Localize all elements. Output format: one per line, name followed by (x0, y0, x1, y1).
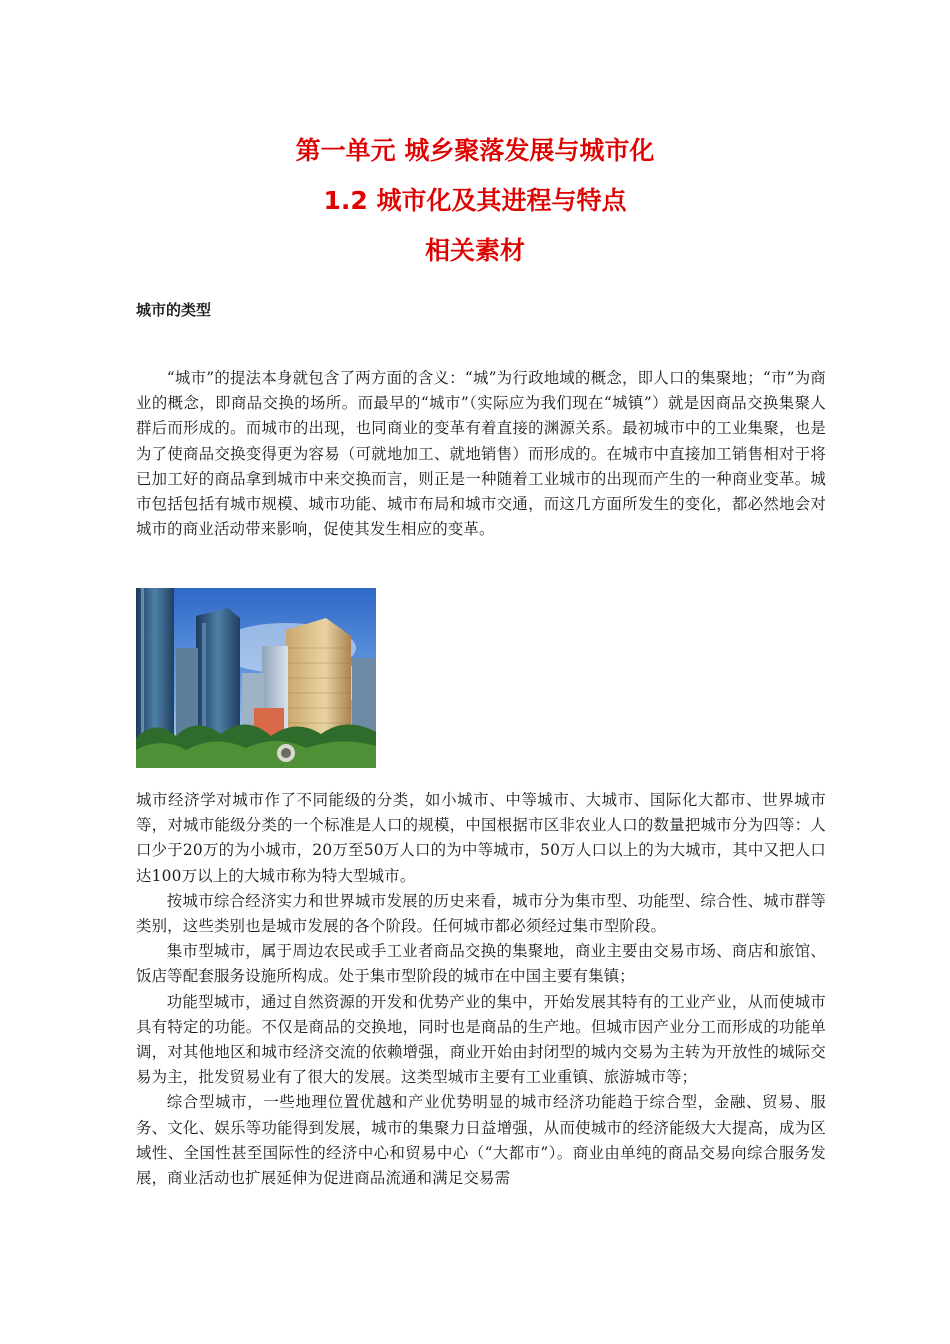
lesson-title: 1.2 城市化及其进程与特点 (323, 186, 627, 215)
body-paragraph-market-city: 集市型城市，属于周边农民或手工业者商品交换的集聚地，商业主要由交易市场、商店和旅馆、饭店等配套服务设施所构成。处于集市型阶段的城市在中国主要有集镇； (136, 942, 826, 986)
city-skyline-photo (136, 588, 376, 768)
unit-title: 第一单元 城乡聚落发展与城市化 (295, 136, 655, 165)
body-text-block (136, 788, 826, 1191)
body-paragraph-comprehensive-city: 综合型城市，一些地理位置优越和产业优势明显的城市经济功能趋于综合型，金融、贸易、服务、文化、娱乐等功能得到发展，城市的集聚力日益增强，从而使城市的经济能级大大提高，成为区域性、全国性甚至国际性的经济中心和贸易中心（“大都市”）。商业由单纯的商品交易向综合服务发展，商业活动也扩展延伸为促进商品流通和满足交易需 (136, 1093, 826, 1188)
material-title: 相关素材 (424, 236, 525, 265)
body-paragraph-city-categories: 按城市综合经济实力和世界城市发展的历史来看，城市分为集市型、功能型、综合性、城市群等类别，这些类别也是城市发展的各个阶段。任何城市都必须经过集市型阶段。 (136, 891, 826, 936)
intro-text-block (136, 366, 826, 542)
body-paragraph-city-levels: 城市经济学对城市作了不同能级的分类，如小城市、中等城市、大城市、国际化大都市、世界城市等，对城市能级分类的一个标准是人口的规模，中国根据市区非农业人口的数量把城市分为四等：人口少于20万的为小城市，20万至50万人口的为中等城市，50万人口以上的为大城市，其中又把人口达100万以上的大城市称为特大型城市。 (136, 791, 826, 885)
body-paragraph-functional-city: 功能型城市，通过自然资源的开发和优势产业的集中，开始发展其特有的工业产业，从而使城市具有特定的功能。不仅是商品的交换地，同时也是商品的生产地。但城市因产业分工而形成的功能单调，对其他地区和城市经济交流的依赖增强，商业开始由封闭型的城内交易为主转为开放性的城际交易为主，批发贸易业有了很大的发展。这类型城市主要有工业重镇、旅游城市等； (136, 992, 826, 1087)
section-heading: 城市的类型 (136, 301, 212, 319)
intro-paragraph: “城市”的提法本身就包含了两方面的含义：“城”为行政地域的概念，即人口的集聚地；“市”为商业的概念，即商品交换的场所。而最早的“城市”（实际应为我们现在“城镇”）就是因商品交换集聚人群后而形成的。而城市的出现，也同商业的变革有着直接的渊源关系。最初城市中的工业集聚，也是为了使商品交换变得更为容易（可就地加工、就地销售）而形成的。在城市中直接加工销售相对于将已加工好的商品拿到城市中来交换而言，则正是一种随着工业城市的出现而产生的一种商业变革。城市包括包括有城市规模、城市功能、城市布局和城市交通，而这几方面所发生的变化，都必然地会对城市的商业活动带来影响，促使其发生相应的变革。 (136, 369, 826, 539)
